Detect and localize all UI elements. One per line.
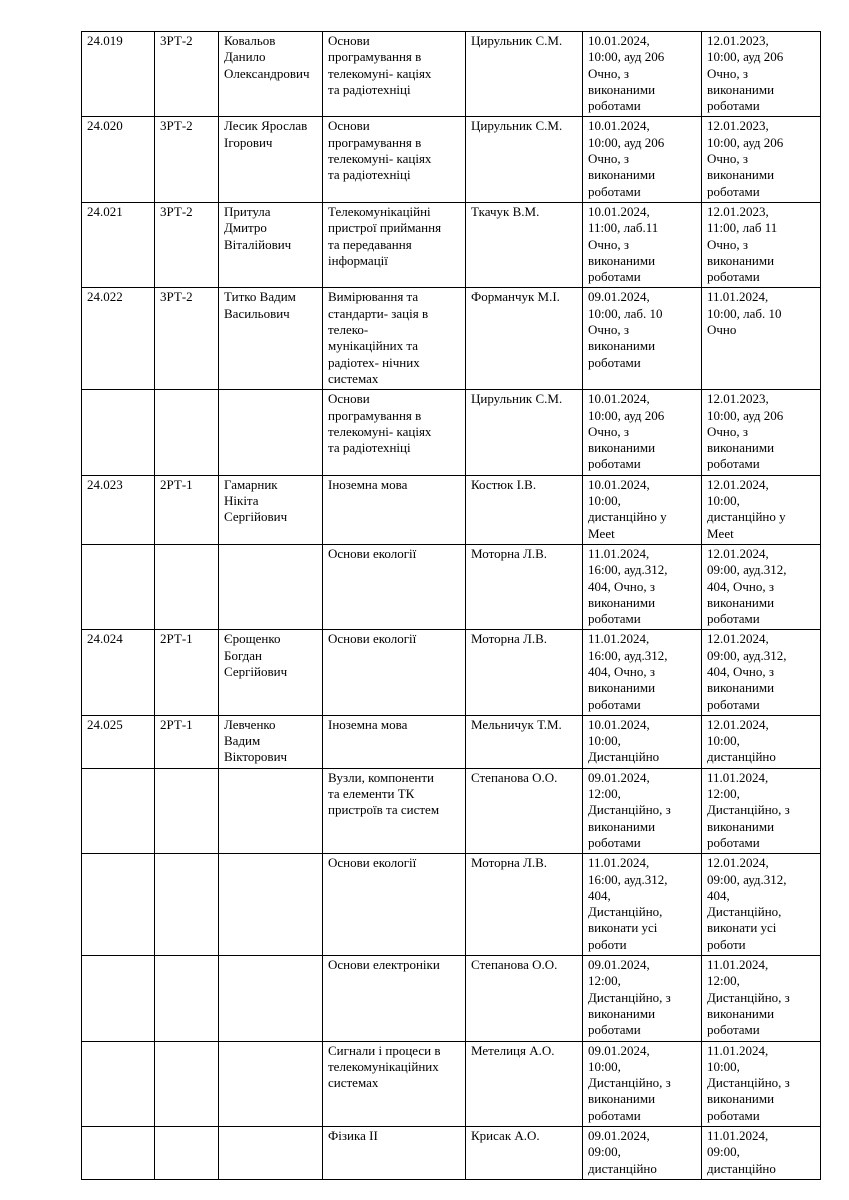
subject-cell: Фізика ІІ xyxy=(323,1127,466,1180)
group-cell: 2РТ-1 xyxy=(155,715,219,768)
subject-cell: Сигнали і процеси в телекомунікаційних системах xyxy=(323,1041,466,1126)
second-attempt-cell: 11.01.2024, 09:00, дистанційно xyxy=(702,1127,821,1180)
retake-schedule-table xyxy=(81,31,821,1180)
table-row xyxy=(82,202,821,287)
first-attempt-cell: 11.01.2024, 16:00, ауд.312, 404, Очно, з виконаними роботами xyxy=(583,630,702,715)
group-cell xyxy=(155,768,219,853)
second-attempt-cell: 11.01.2024, 10:00, лаб. 10 Очно xyxy=(702,288,821,390)
first-attempt-cell: 09.01.2024, 12:00, Дистанційно, з виконаними роботами xyxy=(583,956,702,1041)
doc-number-cell: 24.020 xyxy=(82,117,155,202)
table-row xyxy=(82,768,821,853)
doc-number-cell: 24.019 xyxy=(82,32,155,117)
doc-number-cell: 24.021 xyxy=(82,202,155,287)
first-attempt-cell: 10.01.2024, 10:00, дистанційно у Meet xyxy=(583,475,702,544)
subject-cell: Вимірювання та стандарти- зація в телеко- мунікаційних та радіотех- нічних системах xyxy=(323,288,466,390)
subject-cell: Вузли, компоненти та елементи ТК пристроїв та систем xyxy=(323,768,466,853)
second-attempt-cell: 11.01.2024, 12:00, Дистанційно, з виконаними роботами xyxy=(702,956,821,1041)
second-attempt-cell: 11.01.2024, 10:00, Дистанційно, з виконаними роботами xyxy=(702,1041,821,1126)
subject-cell: Основи екології xyxy=(323,630,466,715)
teacher-cell: Ткачук В.М. xyxy=(466,202,583,287)
student-name-cell: Лесик Ярослав Ігорович xyxy=(219,117,323,202)
doc-number-cell xyxy=(82,544,155,629)
second-attempt-cell: 12.01.2023, 10:00, ауд 206 Очно, з виконаними роботами xyxy=(702,117,821,202)
student-name-cell: Притула Дмитро Віталійович xyxy=(219,202,323,287)
first-attempt-cell: 09.01.2024, 12:00, Дистанційно, з виконаними роботами xyxy=(583,768,702,853)
subject-cell: Основи програмування в телекомуні- каціях та радіотехніці xyxy=(323,390,466,475)
table-row xyxy=(82,475,821,544)
second-attempt-cell: 12.01.2024, 09:00, ауд.312, 404, Очно, з виконаними роботами xyxy=(702,630,821,715)
teacher-cell: Костюк І.В. xyxy=(466,475,583,544)
student-name-cell xyxy=(219,768,323,853)
doc-number-cell xyxy=(82,1041,155,1126)
student-name-cell xyxy=(219,544,323,629)
subject-cell: Основи програмування в телекомуні- каціях та радіотехніці xyxy=(323,32,466,117)
group-cell xyxy=(155,544,219,629)
table-row xyxy=(82,854,821,956)
table-row xyxy=(82,32,821,117)
doc-number-cell xyxy=(82,956,155,1041)
first-attempt-cell: 10.01.2024, 10:00, ауд 206 Очно, з виконаними роботами xyxy=(583,390,702,475)
group-cell xyxy=(155,854,219,956)
doc-number-cell xyxy=(82,390,155,475)
teacher-cell: Мельничук Т.М. xyxy=(466,715,583,768)
teacher-cell: Моторна Л.В. xyxy=(466,630,583,715)
teacher-cell: Моторна Л.В. xyxy=(466,544,583,629)
table-row xyxy=(82,715,821,768)
table-row xyxy=(82,1127,821,1180)
student-name-cell: Ковальов Данило Олександрович xyxy=(219,32,323,117)
first-attempt-cell: 09.01.2024, 10:00, лаб. 10 Очно, з виконаними роботами xyxy=(583,288,702,390)
first-attempt-cell: 10.01.2024, 10:00, ауд 206 Очно, з виконаними роботами xyxy=(583,117,702,202)
student-name-cell xyxy=(219,1127,323,1180)
subject-cell: Основи екології xyxy=(323,544,466,629)
teacher-cell: Метелиця А.О. xyxy=(466,1041,583,1126)
teacher-cell: Крисак А.О. xyxy=(466,1127,583,1180)
table-body xyxy=(82,32,821,1180)
student-name-cell xyxy=(219,390,323,475)
table-row xyxy=(82,117,821,202)
first-attempt-cell: 09.01.2024, 10:00, Дистанційно, з виконаними роботами xyxy=(583,1041,702,1126)
teacher-cell: Форманчук М.І. xyxy=(466,288,583,390)
second-attempt-cell: 12.01.2024, 09:00, ауд.312, 404, Очно, з виконаними роботами xyxy=(702,544,821,629)
student-name-cell xyxy=(219,1041,323,1126)
group-cell xyxy=(155,390,219,475)
doc-number-cell: 24.023 xyxy=(82,475,155,544)
doc-number-cell: 24.025 xyxy=(82,715,155,768)
subject-cell: Іноземна мова xyxy=(323,475,466,544)
doc-number-cell: 24.022 xyxy=(82,288,155,390)
group-cell: 3РТ-2 xyxy=(155,202,219,287)
second-attempt-cell: 11.01.2024, 12:00, Дистанційно, з виконаними роботами xyxy=(702,768,821,853)
table-row xyxy=(82,390,821,475)
student-name-cell: Єрощенко Богдан Сергійович xyxy=(219,630,323,715)
table-row xyxy=(82,956,821,1041)
student-name-cell: Левченко Вадим Вікторович xyxy=(219,715,323,768)
group-cell xyxy=(155,1127,219,1180)
table-row xyxy=(82,630,821,715)
group-cell: 2РТ-1 xyxy=(155,630,219,715)
second-attempt-cell: 12.01.2023, 10:00, ауд 206 Очно, з виконаними роботами xyxy=(702,390,821,475)
first-attempt-cell: 11.01.2024, 16:00, ауд.312, 404, Очно, з виконаними роботами xyxy=(583,544,702,629)
group-cell: 3РТ-2 xyxy=(155,117,219,202)
first-attempt-cell: 10.01.2024, 10:00, Дистанційно xyxy=(583,715,702,768)
student-name-cell xyxy=(219,956,323,1041)
student-name-cell: Гамарник Нікіта Сергійович xyxy=(219,475,323,544)
subject-cell: Основи електроніки xyxy=(323,956,466,1041)
teacher-cell: Моторна Л.В. xyxy=(466,854,583,956)
teacher-cell: Степанова О.О. xyxy=(466,956,583,1041)
group-cell: 3РТ-2 xyxy=(155,288,219,390)
subject-cell: Основи екології xyxy=(323,854,466,956)
second-attempt-cell: 12.01.2023, 11:00, лаб 11 Очно, з виконаними роботами xyxy=(702,202,821,287)
group-cell: 2РТ-1 xyxy=(155,475,219,544)
first-attempt-cell: 09.01.2024, 09:00, дистанційно xyxy=(583,1127,702,1180)
subject-cell: Іноземна мова xyxy=(323,715,466,768)
second-attempt-cell: 12.01.2023, 10:00, ауд 206 Очно, з виконаними роботами xyxy=(702,32,821,117)
student-name-cell: Титко Вадим Васильович xyxy=(219,288,323,390)
group-cell xyxy=(155,956,219,1041)
doc-number-cell xyxy=(82,768,155,853)
doc-number-cell xyxy=(82,1127,155,1180)
table-row xyxy=(82,1041,821,1126)
second-attempt-cell: 12.01.2024, 09:00, ауд.312, 404, Дистанційно, виконати усі роботи xyxy=(702,854,821,956)
subject-cell: Телекомунікаційні пристрої приймання та передавання інформації xyxy=(323,202,466,287)
student-name-cell xyxy=(219,854,323,956)
first-attempt-cell: 11.01.2024, 16:00, ауд.312, 404, Дистанційно, виконати усі роботи xyxy=(583,854,702,956)
doc-number-cell xyxy=(82,854,155,956)
doc-number-cell: 24.024 xyxy=(82,630,155,715)
teacher-cell: Цирульник С.М. xyxy=(466,117,583,202)
group-cell: 3РТ-2 xyxy=(155,32,219,117)
first-attempt-cell: 10.01.2024, 11:00, лаб.11 Очно, з виконаними роботами xyxy=(583,202,702,287)
teacher-cell: Цирульник С.М. xyxy=(466,390,583,475)
second-attempt-cell: 12.01.2024, 10:00, дистанційно xyxy=(702,715,821,768)
second-attempt-cell: 12.01.2024, 10:00, дистанційно у Meet xyxy=(702,475,821,544)
table-row xyxy=(82,288,821,390)
first-attempt-cell: 10.01.2024, 10:00, ауд 206 Очно, з виконаними роботами xyxy=(583,32,702,117)
table-row xyxy=(82,544,821,629)
subject-cell: Основи програмування в телекомуні- каціях та радіотехніці xyxy=(323,117,466,202)
teacher-cell: Цирульник С.М. xyxy=(466,32,583,117)
group-cell xyxy=(155,1041,219,1126)
teacher-cell: Степанова О.О. xyxy=(466,768,583,853)
